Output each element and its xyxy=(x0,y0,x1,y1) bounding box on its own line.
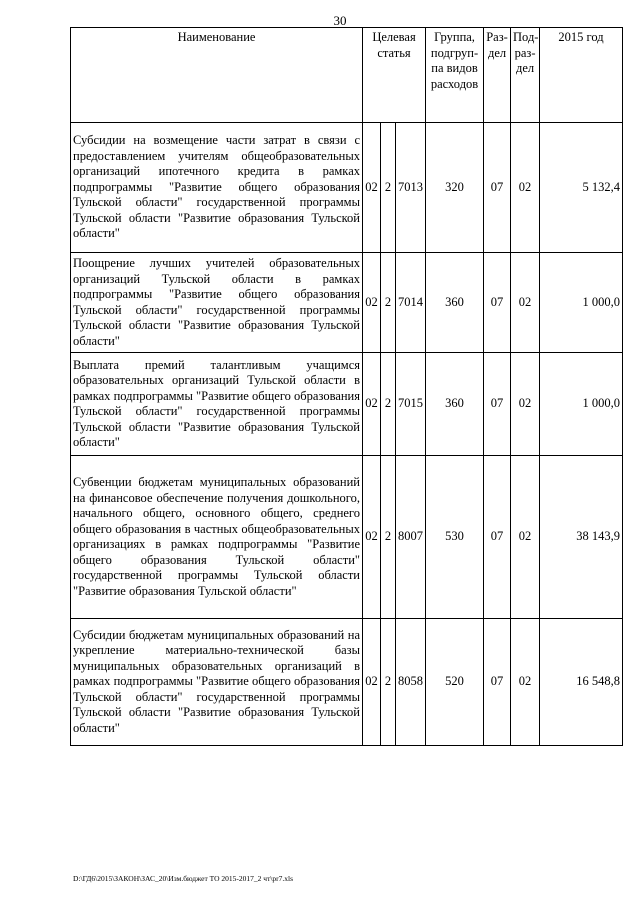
row-group: 360 xyxy=(426,353,484,456)
row-subprogram: 2 xyxy=(381,619,396,746)
table-row xyxy=(71,456,623,619)
header-target: Целевая статья xyxy=(363,28,426,123)
header-subsection: Под-раз-дел xyxy=(511,28,540,123)
table-row xyxy=(71,353,623,456)
row-section: 07 xyxy=(484,123,511,253)
row-name: Выплата премий талантливым учащимся образовательных организаций Тульской области в рамках подпрограммы "Развитие общего образования Тульской области" государственной программы Тульской области "Развитие образования Тульской области" xyxy=(71,353,363,456)
row-program: 02 xyxy=(363,353,381,456)
row-name: Поощрение лучших учителей образовательных организаций Тульской области в рамках подпрограммы "Развитие общего образования Тульской области" государственной программы Тульской области "Развитие образования Тульской области" xyxy=(71,253,363,353)
row-section: 07 xyxy=(484,253,511,353)
row-name: Субвенции бюджетам муниципальных образований на финансовое обеспечение получения дошкольного, начального общего, основного общего, среднего общего образования в частных общеобразовательных организациях в рамках подпрограммы "Развитие общего образования Тульской области" государственной программы Тульской области "Развитие образования Тульской области" xyxy=(71,456,363,619)
row-group: 320 xyxy=(426,123,484,253)
row-amount: 1 000,0 xyxy=(540,353,623,456)
row-amount: 16 548,8 xyxy=(540,619,623,746)
row-amount: 5 132,4 xyxy=(540,123,623,253)
row-group: 530 xyxy=(426,456,484,619)
row-subsection: 02 xyxy=(511,253,540,353)
row-amount: 38 143,9 xyxy=(540,456,623,619)
row-direction: 7013 xyxy=(396,123,426,253)
header-section: Раз-дел xyxy=(484,28,511,123)
row-section: 07 xyxy=(484,619,511,746)
row-program: 02 xyxy=(363,253,381,353)
header-row xyxy=(71,28,623,123)
row-direction: 7014 xyxy=(396,253,426,353)
header-name: Наименование xyxy=(71,28,363,123)
row-amount: 1 000,0 xyxy=(540,253,623,353)
row-program: 02 xyxy=(363,123,381,253)
row-name: Субсидии бюджетам муниципальных образований на укрепление материально-технической базы муниципальных образовательных организаций в рамках подпрограммы "Развитие общего образования Тульской области" государственной программы Тульской области "Развитие образования Тульской области" xyxy=(71,619,363,746)
row-section: 07 xyxy=(484,456,511,619)
row-name: Субсидии на возмещение части затрат в связи с предоставлением учителям общеобразовательных организаций ипотечного кредита в рамках подпрограммы "Развитие общего образования Тульской области" государственной программы Тульской области "Развитие образования Тульской области" xyxy=(71,123,363,253)
row-subprogram: 2 xyxy=(381,456,396,619)
row-group: 520 xyxy=(426,619,484,746)
header-year: 2015 год xyxy=(540,28,623,123)
row-subprogram: 2 xyxy=(381,123,396,253)
row-subsection: 02 xyxy=(511,456,540,619)
row-subsection: 02 xyxy=(511,123,540,253)
row-direction: 7015 xyxy=(396,353,426,456)
header-group: Группа, подгруп-па видов расходов xyxy=(426,28,484,123)
row-section: 07 xyxy=(484,353,511,456)
page-number: 30 xyxy=(333,13,347,28)
budget-table xyxy=(70,27,623,746)
row-program: 02 xyxy=(363,619,381,746)
row-group: 360 xyxy=(426,253,484,353)
table-row xyxy=(71,123,623,253)
row-program: 02 xyxy=(363,456,381,619)
row-direction: 8058 xyxy=(396,619,426,746)
table-row xyxy=(71,253,623,353)
row-subsection: 02 xyxy=(511,353,540,456)
file-path-footer: D:\ГД6\2015\ЗАКОН\ЗАС_20\Изм.бюджет ТО 2015-2017_2 чт\pr7.xls xyxy=(73,874,294,883)
row-subprogram: 2 xyxy=(381,253,396,353)
row-subprogram: 2 xyxy=(381,353,396,456)
row-subsection: 02 xyxy=(511,619,540,746)
table-row xyxy=(71,619,623,746)
row-direction: 8007 xyxy=(396,456,426,619)
